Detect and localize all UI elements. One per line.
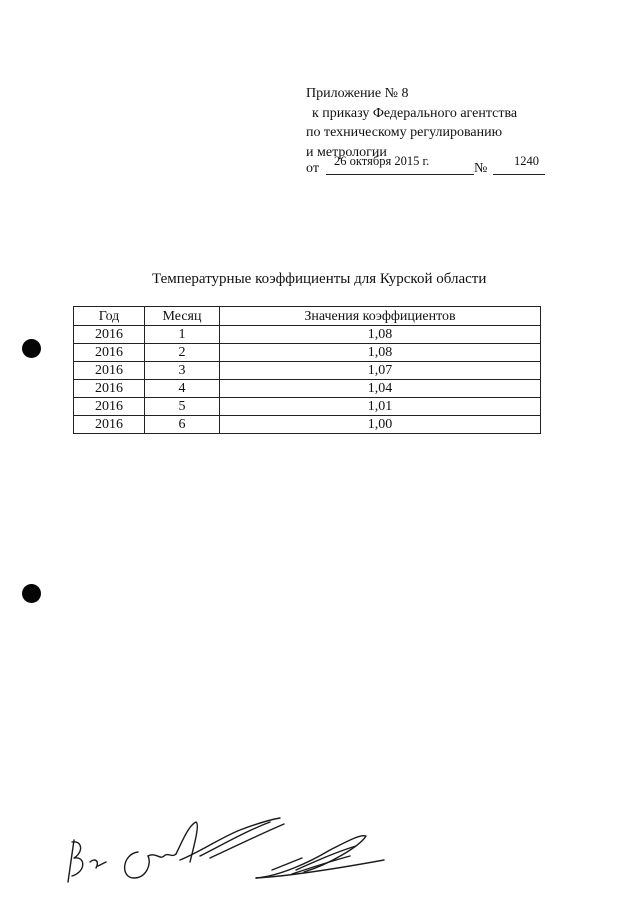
cell-month: 4 [145,380,220,398]
date-prefix: от [306,161,319,176]
cell-value: 1,08 [220,344,541,362]
column-header-year: Год [74,307,145,326]
table-row [74,326,541,344]
document-title: Температурные коэффициенты для Курской области [152,271,487,287]
cell-month: 3 [145,362,220,380]
table-row [74,398,541,416]
cell-month: 1 [145,326,220,344]
signature-initials: Вр. [72,882,74,883]
order-date: 26 октября 2015 г. [334,154,430,168]
column-header-month: Месяц [145,307,220,326]
cell-value: 1,00 [220,416,541,434]
date-underline [326,174,474,175]
cell-value: 1,04 [220,380,541,398]
cell-year: 2016 [74,416,145,434]
order-date-number [306,155,566,179]
punch-hole-top [22,339,41,358]
cell-month: 5 [145,398,220,416]
handwritten-signature [60,812,400,892]
punch-hole-bottom [22,584,41,603]
cell-year: 2016 [74,380,145,398]
cell-year: 2016 [74,362,145,380]
table-row [74,344,541,362]
appendix-agency-line-2: и метрологии [306,144,387,160]
cell-value: 1,08 [220,326,541,344]
appendix-number: Приложение № 8 [306,86,409,101]
coefficients-table [73,306,541,434]
number-prefix: № [474,161,488,176]
table-row [74,380,541,398]
number-underline [493,174,545,175]
cell-year: 2016 [74,398,145,416]
cell-year: 2016 [74,344,145,362]
appendix-order-ref: к приказу Федерального агентства [312,105,518,121]
table-row [74,362,541,380]
cell-month: 2 [145,344,220,362]
table-header-row [74,307,541,326]
cell-month: 6 [145,416,220,434]
cell-year: 2016 [74,326,145,344]
cell-value: 1,01 [220,398,541,416]
appendix-agency-line: по техническому регулированию [306,125,503,140]
cell-value: 1,07 [220,362,541,380]
appendix-header [306,84,566,162]
table-row [74,416,541,434]
column-header-value: Значения коэффициентов [220,307,541,326]
order-number: 1240 [514,154,539,168]
